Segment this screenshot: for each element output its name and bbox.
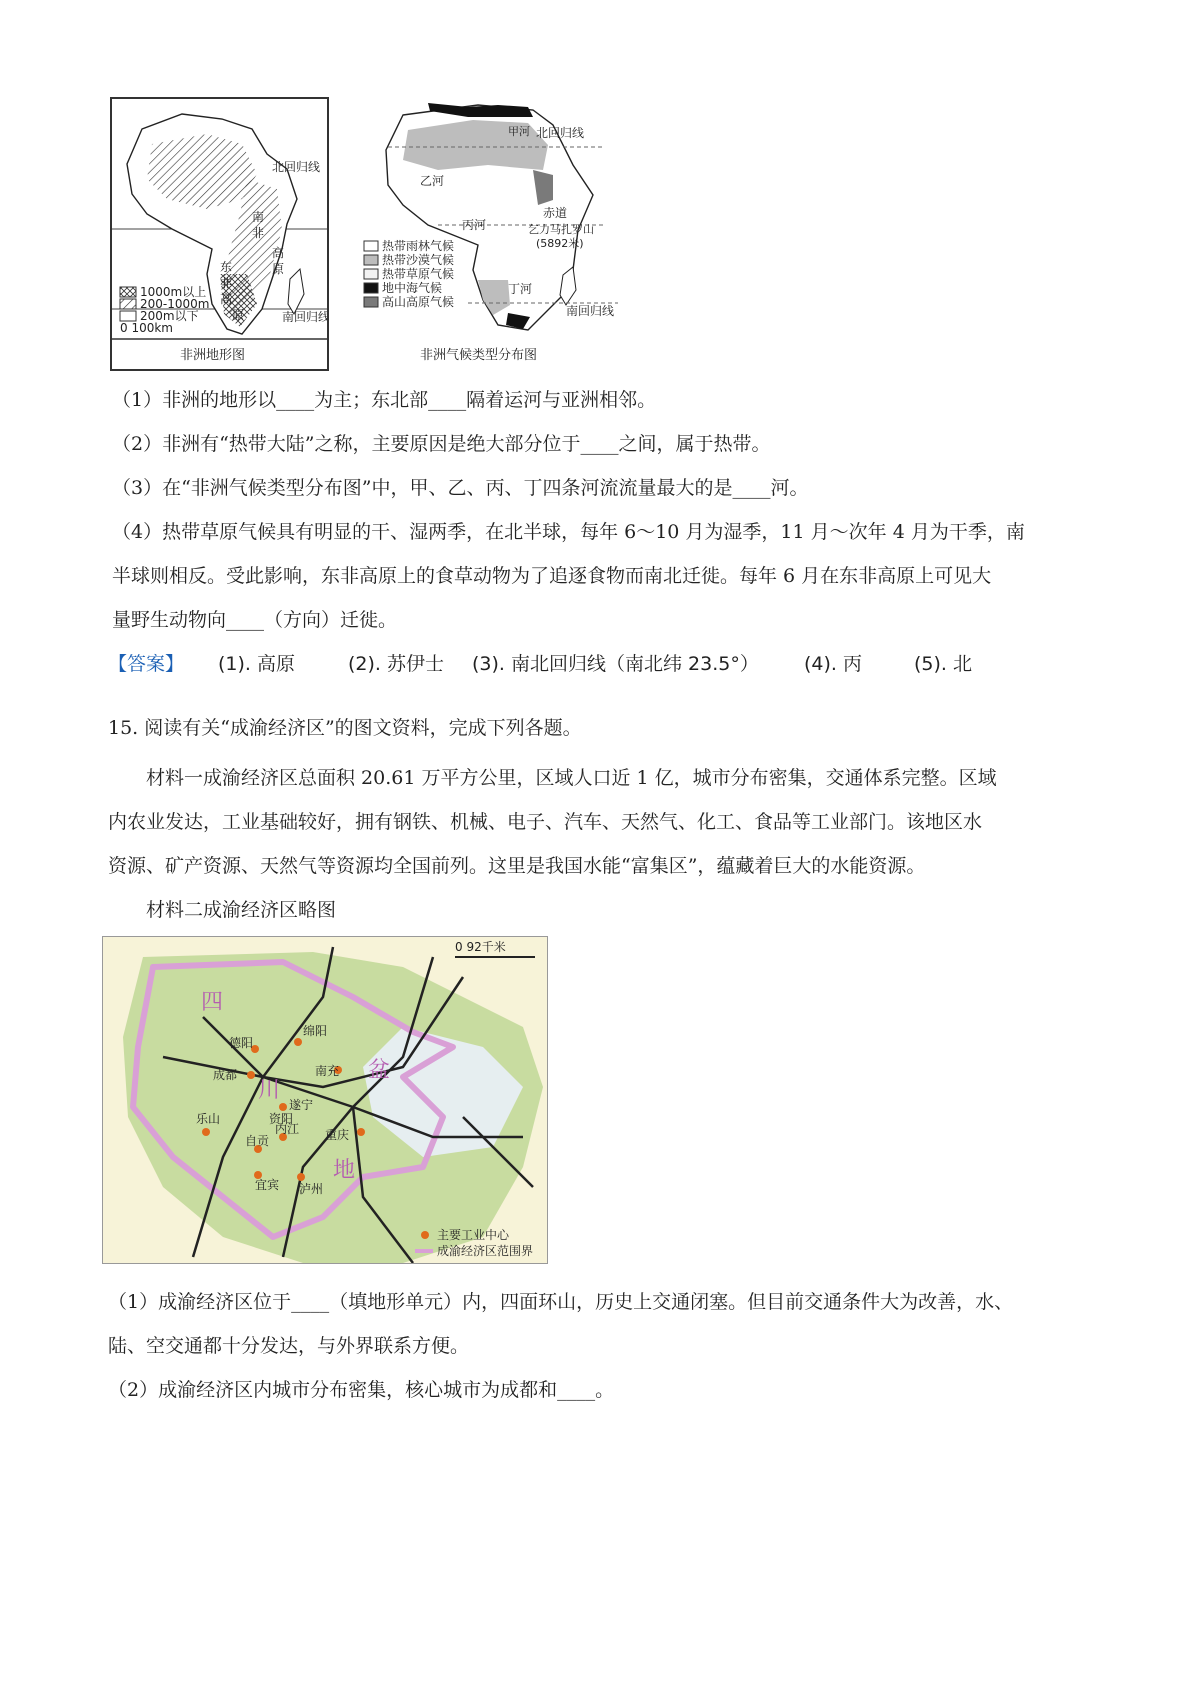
question-1-4-line-1: （4）热带草原气候具有明显的干、湿两季，在北半球，每年 6～10 月为湿季，11 月～次年 4 月为干季，南 <box>112 521 1025 543</box>
chengyu-map <box>103 937 547 1263</box>
city-dot-leshan <box>202 1128 210 1136</box>
africa-terrain-figure <box>110 97 329 371</box>
terrain-legend-3: 200m以下 <box>140 309 199 323</box>
terrain-caption: 非洲地形图 <box>180 348 246 363</box>
answer-1: (1). 高原 <box>218 653 295 675</box>
label-south-4: 原 <box>272 262 285 276</box>
africa-climate-figure <box>358 95 638 367</box>
river-yi: 乙河 <box>420 174 445 188</box>
question-15-title: 15. 阅读有关“成渝经济区”的图文资料，完成下列各题。 <box>108 717 582 739</box>
chengyu-legend-2: 成渝经济区范围界 <box>437 1244 534 1258</box>
city-dot-mianyang <box>294 1038 302 1046</box>
city-zigong: 自贡 <box>245 1134 270 1148</box>
city-chengdu: 成都 <box>213 1068 238 1082</box>
city-leshan: 乐山 <box>196 1112 221 1126</box>
climate-legend-1: 热带雨林气候 <box>382 239 455 253</box>
climate-caption: 非洲气候类型分布图 <box>420 348 538 363</box>
city-dot-chengdu <box>247 1071 255 1079</box>
basin-char-4: 地 <box>333 1158 356 1183</box>
label-east-1: 东 <box>220 260 233 274</box>
label-south-1: 南 <box>252 210 265 224</box>
label-south-2: 非 <box>252 226 265 240</box>
climate-tropic-north: 北回归线 <box>536 126 585 140</box>
africa-climate-map <box>358 95 638 367</box>
question-15-2: （2）成渝经济区内城市分布密集，核心城市为成都和____。 <box>108 1379 615 1401</box>
city-chongqing: 重庆 <box>325 1128 350 1142</box>
terrain-tropic-south: 南回归线 <box>282 310 327 324</box>
answer-5: (5). 北 <box>914 653 972 675</box>
city-luzhou: 泸州 <box>299 1182 324 1196</box>
label-south-3: 高 <box>272 246 285 260</box>
material-1-line-2: 内农业发达，工业基础较好，拥有钢铁、机械、电子、汽车、天然气、化工、食品等工业部门。该地区水 <box>108 811 983 833</box>
terrain-legend <box>120 284 209 335</box>
city-suining: 遂宁 <box>289 1098 314 1112</box>
basin-char-2: 川 <box>258 1078 281 1103</box>
material-1-line-3: 资源、矿产资源、天然气等资源均全国前列。这里是我国水能“富集区”，蕴藏着巨大的水能资源。 <box>108 855 926 877</box>
question-1-1: （1）非洲的地形以____为主；东北部____隔着运河与亚洲相邻。 <box>112 389 657 411</box>
answer-3: (3). 南北回归线（南北纬 23.5°） <box>472 653 759 675</box>
material-1-line-1: 材料一成渝经济区总面积 20.61 万平方公里，区域人口近 1 亿，城市分布密集，交通体系完整。区域 <box>146 767 997 789</box>
river-jia: 甲河 <box>508 125 530 138</box>
climate-legend-2: 热带沙漠气候 <box>382 253 455 267</box>
chengyu-scale-text: 0 92千米 <box>455 940 506 954</box>
river-ding: 丁河 <box>508 282 533 296</box>
question-15-1-line-1: （1）成渝经济区位于____（填地形单元）内，四面环山，历史上交通闭塞。但目前交通条件大为改善，水、 <box>108 1291 1014 1313</box>
city-mianyang: 绵阳 <box>303 1024 328 1038</box>
answer-4: (4). 丙 <box>804 653 862 675</box>
climate-tropic-south: 南回归线 <box>566 304 615 318</box>
chengyu-legend-1: 主要工业中心 <box>437 1228 510 1242</box>
label-east-2: 非 <box>220 276 233 290</box>
basin-char-3: 盆 <box>368 1058 391 1083</box>
climate-legend-4: 地中海气候 <box>382 281 443 295</box>
mountain-label: 乞力马扎罗山 <box>528 223 594 236</box>
city-nanchong: 南充 <box>315 1064 340 1078</box>
climate-legend <box>364 238 454 309</box>
terrain-tropic-north: 北回归线 <box>272 160 321 174</box>
city-dot-luzhou <box>297 1173 305 1181</box>
answer-2: (2). 苏伊士 <box>348 653 444 675</box>
climate-legend-3: 热带草原气候 <box>382 267 455 281</box>
question-15-1-line-2: 陆、空交通都十分发达，与外界联系方便。 <box>108 1335 470 1357</box>
answer-tag: 【答案】 <box>108 653 185 675</box>
climate-equator: 赤道 <box>543 206 568 220</box>
question-1-4-line-2: 半球则相反。受此影响，东非高原上的食草动物为了追逐食物而南北迁徙。每年 6 月在东非高原上可见大 <box>112 565 992 587</box>
city-yibin: 宜宾 <box>255 1178 280 1192</box>
label-east-4: 原 <box>232 308 245 322</box>
river-bing: 丙河 <box>462 218 487 232</box>
terrain-legend-1: 1000m以上 <box>140 285 207 299</box>
city-dot-ziyang <box>279 1103 287 1111</box>
material-2-label: 材料二成渝经济区略图 <box>146 899 337 921</box>
question-1-4-line-3: 量野生动物向____（方向）迁徙。 <box>112 609 398 631</box>
madagascar <box>288 269 304 314</box>
question-1-3: （3）在“非洲气候类型分布图”中，甲、乙、丙、丁四条河流流量最大的是____河。 <box>112 477 809 499</box>
label-east-3: 高 <box>220 292 233 306</box>
climate-legend-5: 高山高原气候 <box>382 295 455 309</box>
africa-terrain-map <box>112 99 327 369</box>
terrain-scale: 0 100km <box>120 321 173 335</box>
chengyu-map-figure <box>102 936 548 1264</box>
city-neijiang: 内江 <box>275 1122 300 1136</box>
city-dot-chongqing <box>357 1128 365 1136</box>
city-ziyang: 资阳 <box>269 1112 294 1126</box>
mountain-height: (5892米) <box>536 237 584 250</box>
question-1-2: （2）非洲有“热带大陆”之称，主要原因是绝大部分位于____之间，属于热带。 <box>112 433 771 455</box>
basin-char-1: 四 <box>201 990 224 1015</box>
city-deyang: 德阳 <box>229 1036 254 1050</box>
terrain-legend-2: 200-1000m <box>140 297 210 311</box>
